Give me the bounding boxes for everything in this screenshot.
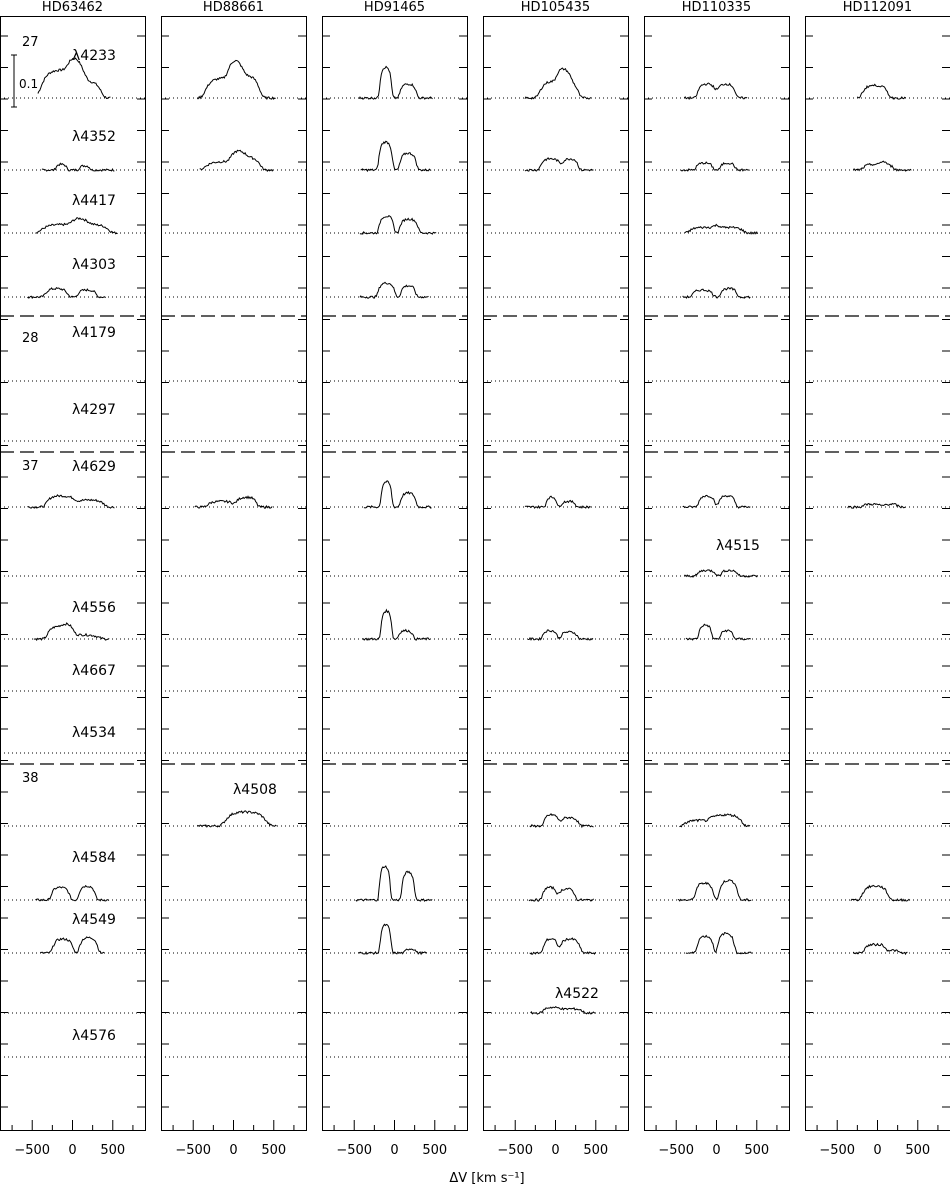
- line-label: λ4584: [72, 850, 116, 866]
- spectrum-line: [530, 814, 594, 827]
- line-label: λ4417: [72, 193, 116, 209]
- spectrum-line: [197, 811, 276, 827]
- line-label: λ4303: [72, 257, 116, 273]
- spectrum-line: [531, 1007, 596, 1014]
- panel-title: HD63462: [41, 0, 104, 15]
- spectrum-line: [361, 141, 432, 171]
- panel-frame: [323, 17, 468, 1131]
- multiplet-number: 28: [22, 331, 39, 346]
- x-tick-label: −500: [819, 1143, 856, 1158]
- x-tick-label: 0: [873, 1143, 882, 1158]
- spectrum-line: [38, 58, 111, 98]
- x-tick-label: 0: [551, 1143, 560, 1158]
- panel-frame: [1, 17, 146, 1131]
- spectrum-line: [525, 496, 591, 508]
- x-tick-label: 0: [229, 1143, 238, 1158]
- x-tick-label: 0: [68, 1143, 77, 1158]
- x-tick-label: 500: [744, 1143, 770, 1158]
- multiplet-number: 38: [22, 771, 39, 786]
- panel-frame: [484, 17, 629, 1131]
- spectrum-line: [681, 162, 750, 171]
- spectrum-line: [197, 60, 275, 99]
- spectrum-line: [525, 68, 591, 99]
- line-label: λ4549: [72, 912, 116, 928]
- panel-title: HD110335: [681, 0, 752, 15]
- scale-bar-label: 0.1: [19, 77, 39, 91]
- line-label: λ4576: [72, 1028, 116, 1044]
- line-label: λ4556: [72, 600, 116, 616]
- x-axis-label: ΔV [km s⁻¹]: [449, 1171, 525, 1186]
- line-label: λ4352: [72, 129, 116, 145]
- panel-hd91465: [322, 0, 468, 1158]
- line-label: λ4629: [72, 459, 116, 475]
- x-tick-label: 500: [583, 1143, 609, 1158]
- x-tick-label: 0: [712, 1143, 721, 1158]
- panel-title: HD88661: [202, 0, 265, 15]
- spectrum-line: [683, 495, 751, 508]
- spectrum-line: [679, 814, 750, 827]
- spectrum-line: [34, 623, 109, 640]
- panel-hd63462: [0, 0, 146, 1158]
- panel-hd110335: [644, 0, 790, 1158]
- panel-title: HD112091: [842, 0, 913, 15]
- line-label: λ4515: [716, 538, 760, 554]
- panel-frame: [162, 17, 307, 1131]
- x-tick-label: −500: [175, 1143, 212, 1158]
- spectrum-line: [359, 67, 432, 100]
- line-label: λ4667: [72, 663, 116, 679]
- x-tick-label: 0: [390, 1143, 399, 1158]
- spectrum-line: [684, 83, 747, 99]
- spectrum-line: [857, 84, 905, 99]
- multiplet-number: 27: [22, 35, 39, 50]
- spectrum-line: [686, 624, 751, 640]
- panel-frame: [645, 17, 790, 1131]
- panel-title: HD105435: [520, 0, 591, 15]
- spectrum-line: [364, 481, 432, 508]
- x-tick-label: −500: [497, 1143, 534, 1158]
- panel-frame: [806, 17, 950, 1131]
- spectrum-line: [27, 288, 105, 298]
- spectrum-line: [358, 924, 427, 954]
- line-label: λ4534: [72, 725, 116, 741]
- line-label: λ4508: [233, 782, 277, 798]
- spectrum-line: [362, 610, 430, 640]
- x-tick-label: 500: [261, 1143, 287, 1158]
- spectrum-line: [853, 944, 907, 955]
- spectrum-line: [360, 282, 429, 298]
- spectrum-line: [684, 225, 757, 234]
- spectrum-line: [529, 886, 594, 901]
- spectrum-line: [525, 158, 594, 171]
- x-tick-label: −500: [658, 1143, 695, 1158]
- line-label: λ4233: [72, 48, 116, 64]
- spectrum-line: [27, 495, 114, 508]
- spectrum-line: [528, 630, 593, 640]
- spectrum-line: [678, 880, 752, 901]
- spectrum-line: [686, 933, 752, 954]
- multiplet-number: 37: [22, 459, 39, 474]
- spectrum-line: [35, 218, 117, 234]
- line-label: λ4297: [72, 402, 116, 418]
- spectrum-line: [851, 885, 910, 901]
- line-label: λ4522: [555, 986, 599, 1002]
- spectrum-line: [42, 163, 115, 171]
- x-tick-label: −500: [14, 1143, 51, 1158]
- panel-hd88661: [161, 0, 307, 1158]
- panel-title: HD91465: [363, 0, 426, 15]
- spectrum-line: [356, 866, 432, 901]
- x-tick-label: 500: [100, 1143, 126, 1158]
- spectrum-line: [35, 886, 109, 901]
- spectrum-line: [40, 937, 104, 953]
- spectrum-line: [360, 216, 436, 234]
- panel-hd112091: [805, 0, 950, 1158]
- x-tick-label: 500: [422, 1143, 448, 1158]
- spectrum-line: [530, 938, 596, 954]
- x-tick-label: 500: [905, 1143, 931, 1158]
- spectrum-line: [195, 496, 272, 508]
- panel-hd105435: [483, 0, 629, 1158]
- x-tick-label: −500: [336, 1143, 373, 1158]
- line-label: λ4179: [72, 325, 116, 341]
- spectrum-line: [200, 150, 273, 171]
